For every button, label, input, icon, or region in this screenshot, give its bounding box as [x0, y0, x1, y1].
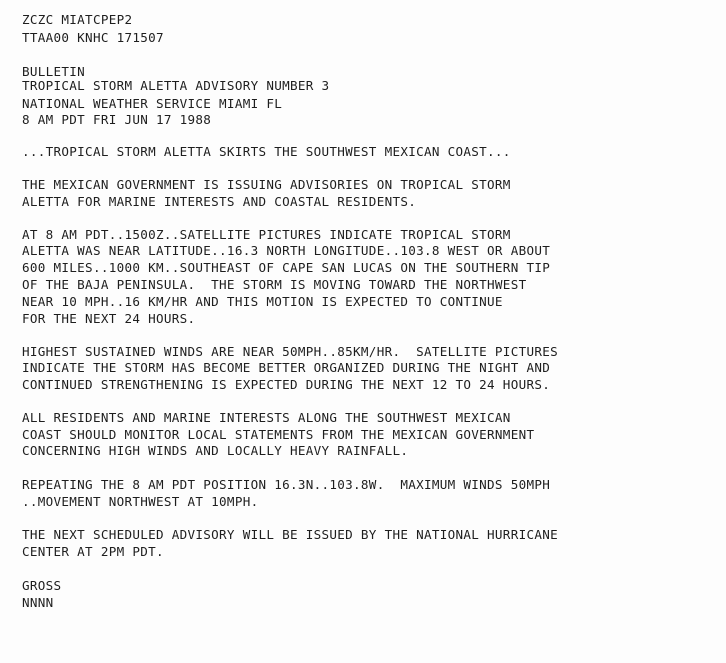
advisory-title: TROPICAL STORM ALETTA ADVISORY NUMBER 3 [22, 78, 330, 93]
paragraph-line: ..MOVEMENT NORTHWEST AT 10MPH. [22, 494, 259, 509]
headline: ...TROPICAL STORM ALETTA SKIRTS THE SOUTHWEST MEXICAN COAST... [22, 144, 511, 159]
paragraph-line: 600 MILES..1000 KM..SOUTHEAST OF CAPE SAN LUCAS ON THE SOUTHERN TIP [22, 260, 551, 275]
issue-datetime: 8 AM PDT FRI JUN 17 1988 [22, 112, 212, 127]
paragraph-line: THE NEXT SCHEDULED ADVISORY WILL BE ISSUED BY THE NATIONAL HURRICANE [22, 527, 558, 542]
paragraph-line: ALETTA FOR MARINE INTERESTS AND COASTAL RESIDENTS. [22, 194, 417, 209]
paragraph-line: OF THE BAJA PENINSULA. THE STORM IS MOVING TOWARD THE NORTHWEST [22, 277, 527, 292]
paragraph-line: REPEATING THE 8 AM PDT POSITION 16.3N..103.8W. MAXIMUM WINDS 50MPH [22, 477, 551, 492]
paragraph-line: THE MEXICAN GOVERNMENT IS ISSUING ADVISORIES ON TROPICAL STORM [22, 177, 511, 192]
bulletin-label: BULLETIN [22, 64, 86, 79]
paragraph-line: HIGHEST SUSTAINED WINDS ARE NEAR 50MPH..85KM/HR. SATELLITE PICTURES [22, 344, 558, 359]
issuing-office: NATIONAL WEATHER SERVICE MIAMI FL [22, 96, 283, 111]
paragraph-line: ALETTA WAS NEAR LATITUDE..16.3 NORTH LONGITUDE..103.8 WEST OR ABOUT [22, 243, 551, 258]
paragraph-line: FOR THE NEXT 24 HOURS. [22, 311, 196, 326]
header-code-line: ZCZC MIATCPEP2 [22, 12, 133, 27]
paragraph-line: ALL RESIDENTS AND MARINE INTERESTS ALONG THE SOUTHWEST MEXICAN [22, 410, 511, 425]
paragraph-line: AT 8 AM PDT..1500Z..SATELLITE PICTURES INDICATE TROPICAL STORM [22, 227, 511, 242]
paragraph-line: NEAR 10 MPH..16 KM/HR AND THIS MOTION IS EXPECTED TO CONTINUE [22, 294, 503, 309]
paragraph-line: CONTINUED STRENGTHENING IS EXPECTED DURING THE NEXT 12 TO 24 HOURS. [22, 377, 551, 392]
end-of-message-marker: NNNN [22, 595, 54, 610]
paragraph-line: CONCERNING HIGH WINDS AND LOCALLY HEAVY RAINFALL. [22, 443, 409, 458]
paragraph-line: CENTER AT 2PM PDT. [22, 544, 164, 559]
paragraph-line: COAST SHOULD MONITOR LOCAL STATEMENTS FROM THE MEXICAN GOVERNMENT [22, 427, 535, 442]
paragraph-line: INDICATE THE STORM HAS BECOME BETTER ORGANIZED DURING THE NIGHT AND [22, 360, 551, 375]
forecaster-name: GROSS [22, 578, 62, 593]
header-routing-line: TTAA00 KNHC 171507 [22, 30, 164, 45]
